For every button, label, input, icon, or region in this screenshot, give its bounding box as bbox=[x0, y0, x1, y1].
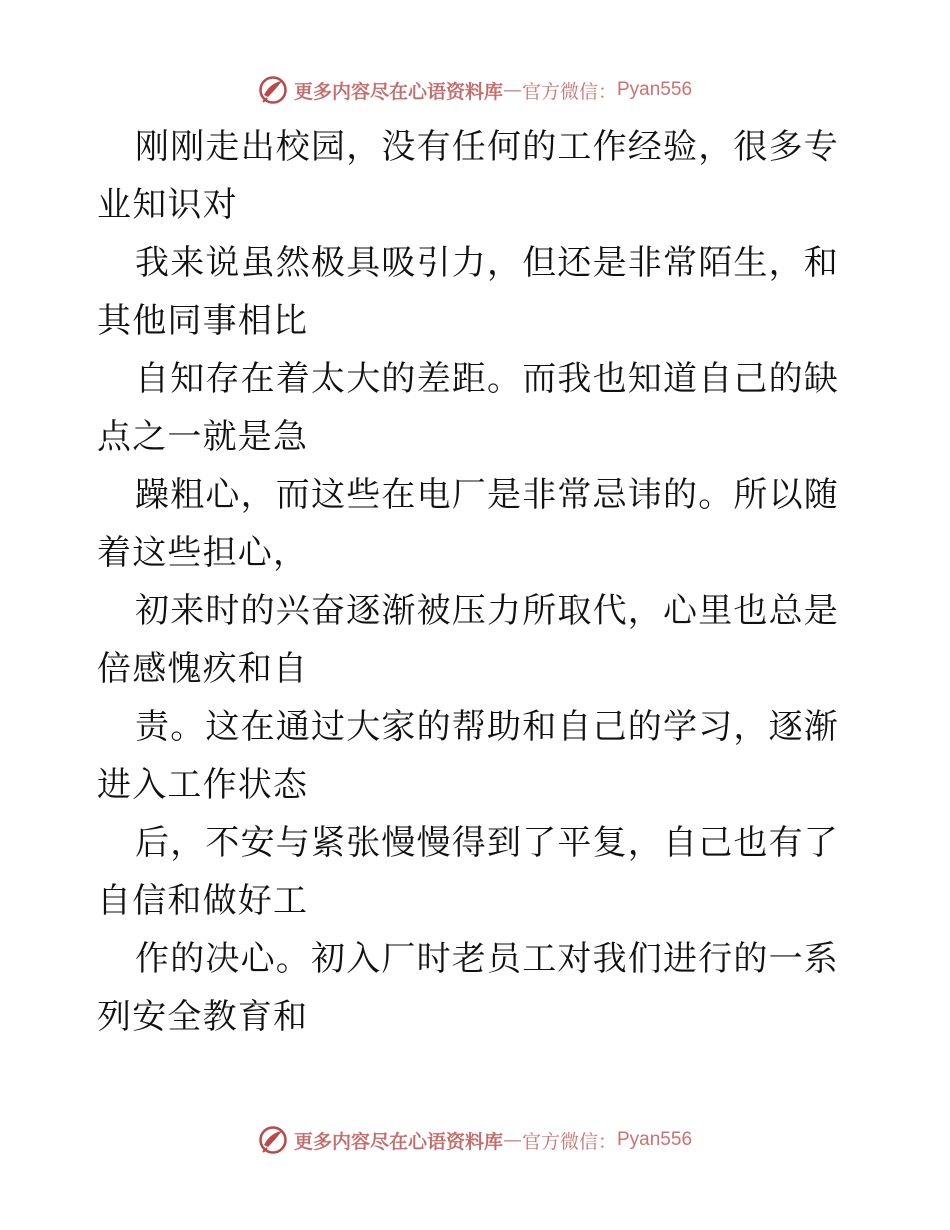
document-body bbox=[97, 118, 857, 1046]
paragraph: 责。这在通过大家的帮助和自己的学习，逐渐进入工作状态 bbox=[97, 707, 839, 805]
paragraph: 躁粗心，而这些在电厂是非常忌讳的。所以随着这些担心， bbox=[97, 475, 839, 573]
paragraph: 刚刚走出校园，没有任何的工作经验，很多专业知识对 bbox=[97, 127, 839, 225]
wechat-id: Pyan556 bbox=[617, 1129, 693, 1150]
pen-logo-icon bbox=[258, 75, 288, 105]
footer-banner bbox=[0, 1120, 950, 1160]
paragraph: 初来时的兴奋逐渐被压力所取代，心里也总是倍感愧疚和自 bbox=[97, 591, 839, 689]
paragraph: 自知存在着太大的差距。而我也知道自己的缺点之一就是急 bbox=[97, 359, 839, 457]
paragraph: 作的决心。初入厂时老员工对我们进行的一系列安全教育和 bbox=[97, 939, 839, 1037]
wechat-label: 官方微信： bbox=[521, 1130, 617, 1153]
wechat-label: 官方微信： bbox=[521, 80, 617, 103]
banner-separator: — bbox=[502, 1129, 522, 1151]
banner-separator: — bbox=[502, 79, 522, 101]
paragraph: 后，不安与紧张慢慢得到了平复，自己也有了自信和做好工 bbox=[97, 823, 839, 921]
paragraph: 我来说虽然极具吸引力，但还是非常陌生，和其他同事相比 bbox=[97, 243, 839, 341]
header-banner bbox=[0, 70, 950, 110]
pen-logo-icon bbox=[258, 1125, 288, 1155]
wechat-id: Pyan556 bbox=[617, 79, 693, 100]
banner-title: 更多内容尽在心语资料库 bbox=[293, 1130, 503, 1153]
banner-title: 更多内容尽在心语资料库 bbox=[293, 80, 503, 103]
